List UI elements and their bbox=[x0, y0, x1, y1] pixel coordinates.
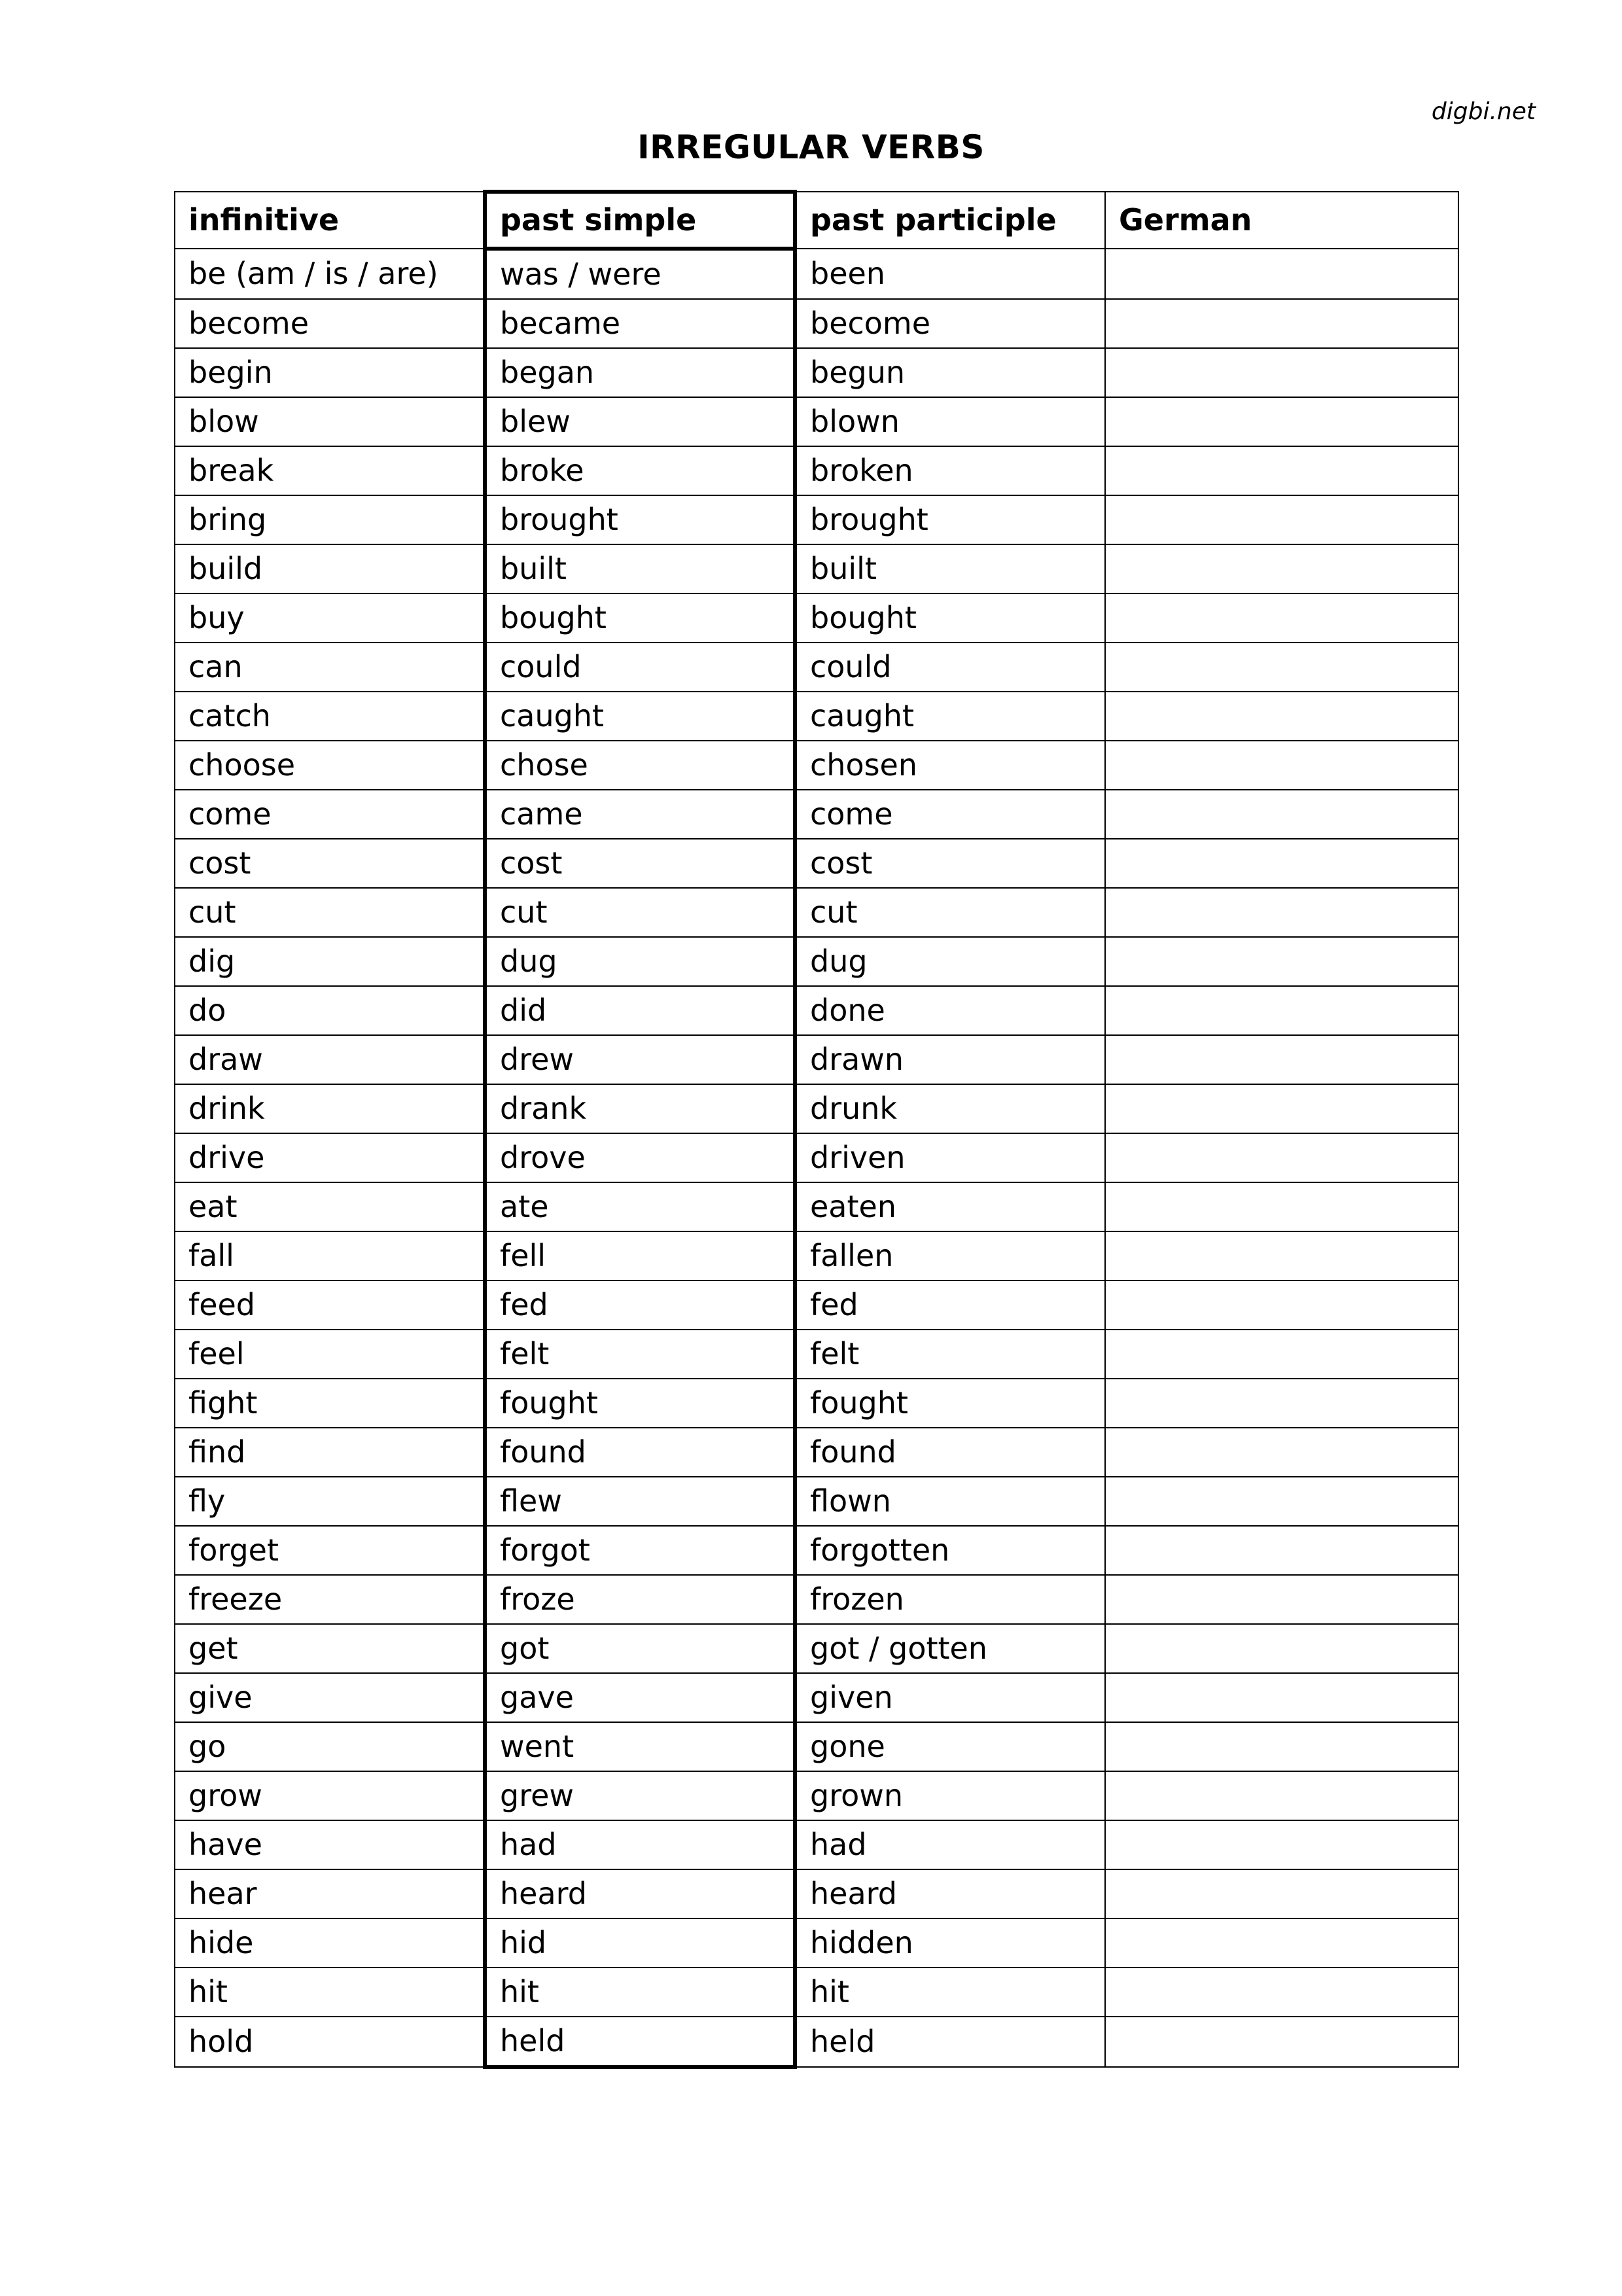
past-simple-cell: dug bbox=[485, 937, 795, 986]
german-cell bbox=[1105, 1330, 1458, 1379]
german-cell bbox=[1105, 1182, 1458, 1231]
past-participle-cell: found bbox=[795, 1428, 1105, 1477]
infinitive-cell: hold bbox=[175, 2017, 485, 2067]
german-cell bbox=[1105, 1280, 1458, 1330]
infinitive-cell: become bbox=[175, 299, 485, 348]
table-row bbox=[175, 839, 1458, 888]
past-participle-cell: fought bbox=[795, 1379, 1105, 1428]
german-cell bbox=[1105, 1820, 1458, 1869]
infinitive-cell: build bbox=[175, 544, 485, 593]
table-header-row bbox=[175, 192, 1458, 249]
past-participle-cell: come bbox=[795, 790, 1105, 839]
infinitive-cell: dig bbox=[175, 937, 485, 986]
past-simple-cell: became bbox=[485, 299, 795, 348]
past-participle-cell: frozen bbox=[795, 1575, 1105, 1624]
past-simple-cell: drove bbox=[485, 1133, 795, 1182]
german-cell bbox=[1105, 249, 1458, 299]
german-cell bbox=[1105, 1133, 1458, 1182]
past-simple-cell: cost bbox=[485, 839, 795, 888]
infinitive-cell: drive bbox=[175, 1133, 485, 1182]
past-participle-cell: got / gotten bbox=[795, 1624, 1105, 1673]
german-cell bbox=[1105, 1477, 1458, 1526]
table-row bbox=[175, 1575, 1458, 1624]
header-past-simple: past simple bbox=[485, 192, 795, 249]
german-cell bbox=[1105, 1428, 1458, 1477]
past-simple-cell: froze bbox=[485, 1575, 795, 1624]
past-simple-cell: brought bbox=[485, 495, 795, 544]
table-row bbox=[175, 1968, 1458, 2017]
past-participle-cell: blown bbox=[795, 397, 1105, 446]
table-row bbox=[175, 1133, 1458, 1182]
past-simple-cell: grew bbox=[485, 1771, 795, 1820]
past-participle-cell: hidden bbox=[795, 1918, 1105, 1968]
past-simple-cell: bought bbox=[485, 593, 795, 643]
past-simple-cell: hid bbox=[485, 1918, 795, 1968]
infinitive-cell: come bbox=[175, 790, 485, 839]
past-simple-cell: did bbox=[485, 986, 795, 1035]
infinitive-cell: go bbox=[175, 1722, 485, 1771]
table-row bbox=[175, 1231, 1458, 1280]
past-participle-cell: fed bbox=[795, 1280, 1105, 1330]
past-simple-cell: got bbox=[485, 1624, 795, 1673]
table-row bbox=[175, 397, 1458, 446]
table-body bbox=[175, 249, 1458, 2067]
infinitive-cell: feed bbox=[175, 1280, 485, 1330]
german-cell bbox=[1105, 790, 1458, 839]
german-cell bbox=[1105, 1379, 1458, 1428]
past-simple-cell: went bbox=[485, 1722, 795, 1771]
past-participle-cell: caught bbox=[795, 692, 1105, 741]
table-row bbox=[175, 741, 1458, 790]
table-row bbox=[175, 790, 1458, 839]
infinitive-cell: find bbox=[175, 1428, 485, 1477]
past-simple-cell: was / were bbox=[485, 249, 795, 299]
german-cell bbox=[1105, 2017, 1458, 2067]
german-cell bbox=[1105, 1771, 1458, 1820]
table-row bbox=[175, 1869, 1458, 1918]
past-simple-cell: held bbox=[485, 2017, 795, 2067]
past-participle-cell: felt bbox=[795, 1330, 1105, 1379]
table-row bbox=[175, 1280, 1458, 1330]
table-row bbox=[175, 348, 1458, 397]
infinitive-cell: get bbox=[175, 1624, 485, 1673]
table-row bbox=[175, 888, 1458, 937]
past-participle-cell: could bbox=[795, 643, 1105, 692]
german-cell bbox=[1105, 446, 1458, 495]
table-row bbox=[175, 2017, 1458, 2067]
past-simple-cell: had bbox=[485, 1820, 795, 1869]
past-simple-cell: caught bbox=[485, 692, 795, 741]
table-row bbox=[175, 1428, 1458, 1477]
infinitive-cell: blow bbox=[175, 397, 485, 446]
past-simple-cell: blew bbox=[485, 397, 795, 446]
past-simple-cell: drank bbox=[485, 1084, 795, 1133]
german-cell bbox=[1105, 692, 1458, 741]
german-cell bbox=[1105, 643, 1458, 692]
past-simple-cell: ate bbox=[485, 1182, 795, 1231]
past-simple-cell: found bbox=[485, 1428, 795, 1477]
german-cell bbox=[1105, 1869, 1458, 1918]
infinitive-cell: fly bbox=[175, 1477, 485, 1526]
infinitive-cell: hit bbox=[175, 1968, 485, 2017]
table-row bbox=[175, 643, 1458, 692]
german-cell bbox=[1105, 1968, 1458, 2017]
header-german: German bbox=[1105, 192, 1458, 249]
past-participle-cell: flown bbox=[795, 1477, 1105, 1526]
table-row bbox=[175, 1722, 1458, 1771]
infinitive-cell: grow bbox=[175, 1771, 485, 1820]
past-simple-cell: fought bbox=[485, 1379, 795, 1428]
table-row bbox=[175, 1330, 1458, 1379]
infinitive-cell: feel bbox=[175, 1330, 485, 1379]
german-cell bbox=[1105, 1575, 1458, 1624]
past-participle-cell: cost bbox=[795, 839, 1105, 888]
header-infinitive: infinitive bbox=[175, 192, 485, 249]
past-simple-cell: fed bbox=[485, 1280, 795, 1330]
past-simple-cell: came bbox=[485, 790, 795, 839]
past-simple-cell: heard bbox=[485, 1869, 795, 1918]
infinitive-cell: begin bbox=[175, 348, 485, 397]
table-row bbox=[175, 495, 1458, 544]
past-participle-cell: forgotten bbox=[795, 1526, 1105, 1575]
past-participle-cell: begun bbox=[795, 348, 1105, 397]
table-row bbox=[175, 1182, 1458, 1231]
german-cell bbox=[1105, 1918, 1458, 1968]
infinitive-cell: break bbox=[175, 446, 485, 495]
table-row bbox=[175, 544, 1458, 593]
table-row bbox=[175, 1035, 1458, 1084]
past-participle-cell: given bbox=[795, 1673, 1105, 1722]
infinitive-cell: do bbox=[175, 986, 485, 1035]
infinitive-cell: can bbox=[175, 643, 485, 692]
infinitive-cell: bring bbox=[175, 495, 485, 544]
infinitive-cell: forget bbox=[175, 1526, 485, 1575]
infinitive-cell: fall bbox=[175, 1231, 485, 1280]
past-simple-cell: began bbox=[485, 348, 795, 397]
infinitive-cell: cut bbox=[175, 888, 485, 937]
past-participle-cell: held bbox=[795, 2017, 1105, 2067]
infinitive-cell: cost bbox=[175, 839, 485, 888]
past-simple-cell: hit bbox=[485, 1968, 795, 2017]
past-participle-cell: become bbox=[795, 299, 1105, 348]
german-cell bbox=[1105, 937, 1458, 986]
infinitive-cell: eat bbox=[175, 1182, 485, 1231]
past-participle-cell: bought bbox=[795, 593, 1105, 643]
german-cell bbox=[1105, 348, 1458, 397]
infinitive-cell: catch bbox=[175, 692, 485, 741]
irregular-verbs-table bbox=[174, 190, 1459, 2069]
table-row bbox=[175, 986, 1458, 1035]
table-row bbox=[175, 1379, 1458, 1428]
past-simple-cell: forgot bbox=[485, 1526, 795, 1575]
past-participle-cell: fallen bbox=[795, 1231, 1105, 1280]
past-participle-cell: brought bbox=[795, 495, 1105, 544]
table-row bbox=[175, 1820, 1458, 1869]
past-participle-cell: driven bbox=[795, 1133, 1105, 1182]
infinitive-cell: choose bbox=[175, 741, 485, 790]
infinitive-cell: give bbox=[175, 1673, 485, 1722]
german-cell bbox=[1105, 299, 1458, 348]
past-simple-cell: could bbox=[485, 643, 795, 692]
german-cell bbox=[1105, 397, 1458, 446]
german-cell bbox=[1105, 1231, 1458, 1280]
infinitive-cell: hear bbox=[175, 1869, 485, 1918]
past-participle-cell: grown bbox=[795, 1771, 1105, 1820]
infinitive-cell: drink bbox=[175, 1084, 485, 1133]
past-participle-cell: been bbox=[795, 249, 1105, 299]
infinitive-cell: have bbox=[175, 1820, 485, 1869]
past-participle-cell: heard bbox=[795, 1869, 1105, 1918]
german-cell bbox=[1105, 1035, 1458, 1084]
table-row bbox=[175, 1526, 1458, 1575]
table-row bbox=[175, 937, 1458, 986]
past-simple-cell: drew bbox=[485, 1035, 795, 1084]
table-row bbox=[175, 593, 1458, 643]
past-simple-cell: chose bbox=[485, 741, 795, 790]
german-cell bbox=[1105, 986, 1458, 1035]
table-row bbox=[175, 249, 1458, 299]
table-row bbox=[175, 1918, 1458, 1968]
infinitive-cell: buy bbox=[175, 593, 485, 643]
past-participle-cell: done bbox=[795, 986, 1105, 1035]
past-participle-cell: gone bbox=[795, 1722, 1105, 1771]
site-watermark: digbi.net bbox=[1431, 98, 1536, 125]
german-cell bbox=[1105, 1526, 1458, 1575]
infinitive-cell: freeze bbox=[175, 1575, 485, 1624]
past-simple-cell: fell bbox=[485, 1231, 795, 1280]
infinitive-cell: draw bbox=[175, 1035, 485, 1084]
past-simple-cell: felt bbox=[485, 1330, 795, 1379]
past-simple-cell: built bbox=[485, 544, 795, 593]
past-simple-cell: broke bbox=[485, 446, 795, 495]
past-participle-cell: dug bbox=[795, 937, 1105, 986]
table-row bbox=[175, 446, 1458, 495]
past-participle-cell: hit bbox=[795, 1968, 1105, 2017]
german-cell bbox=[1105, 888, 1458, 937]
past-participle-cell: chosen bbox=[795, 741, 1105, 790]
german-cell bbox=[1105, 741, 1458, 790]
infinitive-cell: be (am / is / are) bbox=[175, 249, 485, 299]
table-row bbox=[175, 1084, 1458, 1133]
german-cell bbox=[1105, 544, 1458, 593]
header-past-participle: past participle bbox=[795, 192, 1105, 249]
past-participle-cell: drawn bbox=[795, 1035, 1105, 1084]
past-simple-cell: gave bbox=[485, 1673, 795, 1722]
table-row bbox=[175, 1477, 1458, 1526]
past-participle-cell: broken bbox=[795, 446, 1105, 495]
past-participle-cell: built bbox=[795, 544, 1105, 593]
infinitive-cell: hide bbox=[175, 1918, 485, 1968]
page-title: IRREGULAR VERBS bbox=[637, 128, 985, 166]
table-row bbox=[175, 1673, 1458, 1722]
german-cell bbox=[1105, 1722, 1458, 1771]
table-row bbox=[175, 1624, 1458, 1673]
past-participle-cell: eaten bbox=[795, 1182, 1105, 1231]
german-cell bbox=[1105, 1673, 1458, 1722]
table-row bbox=[175, 1771, 1458, 1820]
german-cell bbox=[1105, 593, 1458, 643]
past-participle-cell: drunk bbox=[795, 1084, 1105, 1133]
german-cell bbox=[1105, 495, 1458, 544]
german-cell bbox=[1105, 1624, 1458, 1673]
past-simple-cell: cut bbox=[485, 888, 795, 937]
table-row bbox=[175, 299, 1458, 348]
infinitive-cell: fight bbox=[175, 1379, 485, 1428]
german-cell bbox=[1105, 1084, 1458, 1133]
german-cell bbox=[1105, 839, 1458, 888]
table-row bbox=[175, 692, 1458, 741]
past-participle-cell: cut bbox=[795, 888, 1105, 937]
past-participle-cell: had bbox=[795, 1820, 1105, 1869]
past-simple-cell: flew bbox=[485, 1477, 795, 1526]
